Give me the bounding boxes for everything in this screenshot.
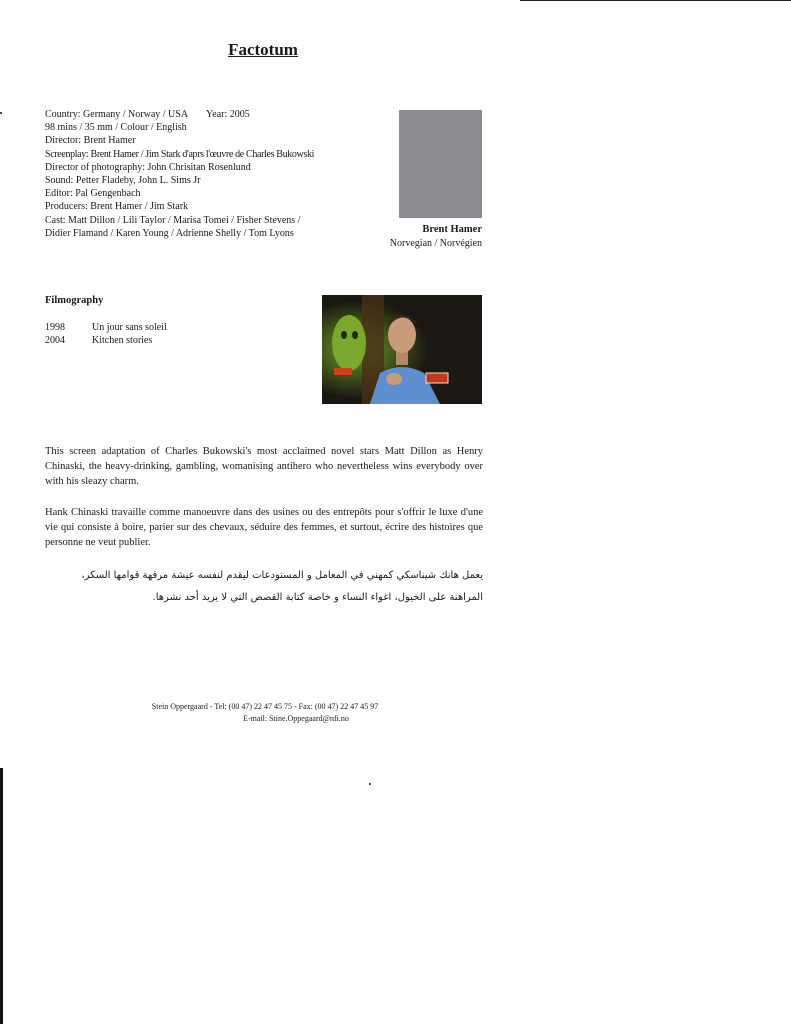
still-figure-eye: [341, 331, 347, 339]
credits-director: Director: Brent Hamer: [45, 135, 136, 147]
film-title: Factotum: [228, 40, 298, 59]
contact-footer: [0, 701, 530, 725]
credits-country: Country: Germany / Norway / USA: [45, 109, 189, 120]
credits-cast-line-1: Cast: Matt Dillon / Lili Taylor / Marisa Tomei / Fisher Stevens /: [45, 214, 301, 226]
contact-phone-line: Stein Oppergaard - Tel: (00 47) 22 47 45 75 - Fax: (00 47) 22 47 45 97: [151, 702, 379, 711]
contact-email-line: E-mail: Stine.Oppegaard@nfi.no: [243, 714, 349, 723]
still-neck: [396, 351, 408, 365]
still-sign: [334, 368, 352, 375]
still-shirt-patch: [426, 373, 448, 383]
filmography-item: [45, 321, 167, 334]
filmography-title: Kitchen stories: [92, 335, 153, 346]
filmography-year: 1998: [45, 322, 65, 333]
scan-edge-line: [520, 0, 791, 1]
credits-year: Year: 2005: [206, 109, 250, 120]
credits-sound: Sound: Petter Fladeby, John L. Sims Jr: [45, 175, 201, 187]
synopsis-french: Hank Chinaski travaille comme manoeuvre dans des usines ou des entrepôts pour s'offrir le luxe d'une vie qui consiste à boire, parier sur des chevaux, séduire des femmes, et surtout, écrire des histoires que personne ne veut publier.: [45, 507, 483, 548]
filmography-item: [45, 334, 167, 347]
still-hand: [386, 373, 402, 385]
filmography-list: [45, 321, 167, 347]
still-face: [388, 317, 416, 353]
filmography-heading: Filmography: [45, 295, 104, 306]
credits-format: 98 mins / 35 mm / Colour / English: [45, 122, 187, 134]
scan-speck: [0, 112, 2, 114]
director-nationality: Norvegian / Norvégien: [389, 238, 482, 249]
still-figure-eye: [352, 331, 358, 339]
director-portrait: [399, 110, 482, 218]
film-still-image: [322, 295, 482, 404]
credits-photography: Director of photography: John Chrisitan Rosenlund: [45, 161, 251, 173]
synopsis-arabic: يعمل هانك شيناسكي كمهني في المعامل و المستودعات ليقدم لنفسه عيشة مرفهة قوامها السكر، المراهنة على الخيول، اغواء النساء و خاصة كتابة القصص التي لا يريد أحد نشرها.: [81, 570, 483, 603]
scan-edge-bar: [0, 768, 3, 1024]
credits-cast-line-2: Didier Flamand / Karen Young / Adrienne Shelly / Tom Lyons: [45, 227, 294, 239]
credits-block: [45, 108, 365, 240]
credits-producers: Producers: Brent Hamer / Jim Stark: [45, 201, 189, 213]
filmography-year: 2004: [45, 335, 65, 346]
synopsis-english: This screen adaptation of Charles Bukowski's most acclaimed novel stars Matt Dillon as Henry Chinaski, the heavy-drinking, gambling, womanising antihero who nevertheless wins everybody over with his sleazy charm.: [45, 446, 483, 487]
credits-editor: Editor: Pal Gengenbach: [45, 188, 141, 200]
still-green-figure: [332, 315, 366, 371]
scan-speck: [369, 783, 371, 785]
credits-country-row: [45, 108, 365, 121]
filmography-title: Un jour sans soleil: [92, 322, 167, 333]
credits-screenplay: Screenplay: Brent Hamer / Jim Stark d'aprs l'œuvre de Charles Bukowski: [45, 148, 315, 160]
film-still-illustration: [322, 295, 482, 404]
director-name: Brent Hamer: [422, 224, 482, 235]
